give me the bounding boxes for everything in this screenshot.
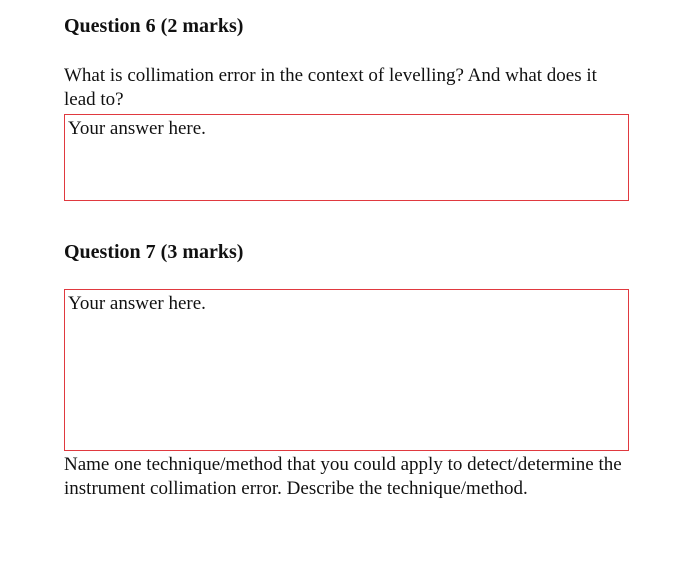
question-6-answer-field[interactable]: Your answer here. bbox=[64, 114, 629, 201]
question-6-heading: Question 6 (2 marks) bbox=[64, 15, 244, 37]
question-7-prompt: Name one technique/method that you could apply to detect/determine the instrument collimation error. Describe the technique/method. bbox=[64, 454, 622, 499]
question-6-prompt: What is collimation error in the context of levelling? And what does it lead to? bbox=[64, 65, 597, 110]
question-7-heading: Question 7 (3 marks) bbox=[64, 241, 244, 263]
question-7-answer-field[interactable]: Your answer here. bbox=[64, 289, 629, 451]
